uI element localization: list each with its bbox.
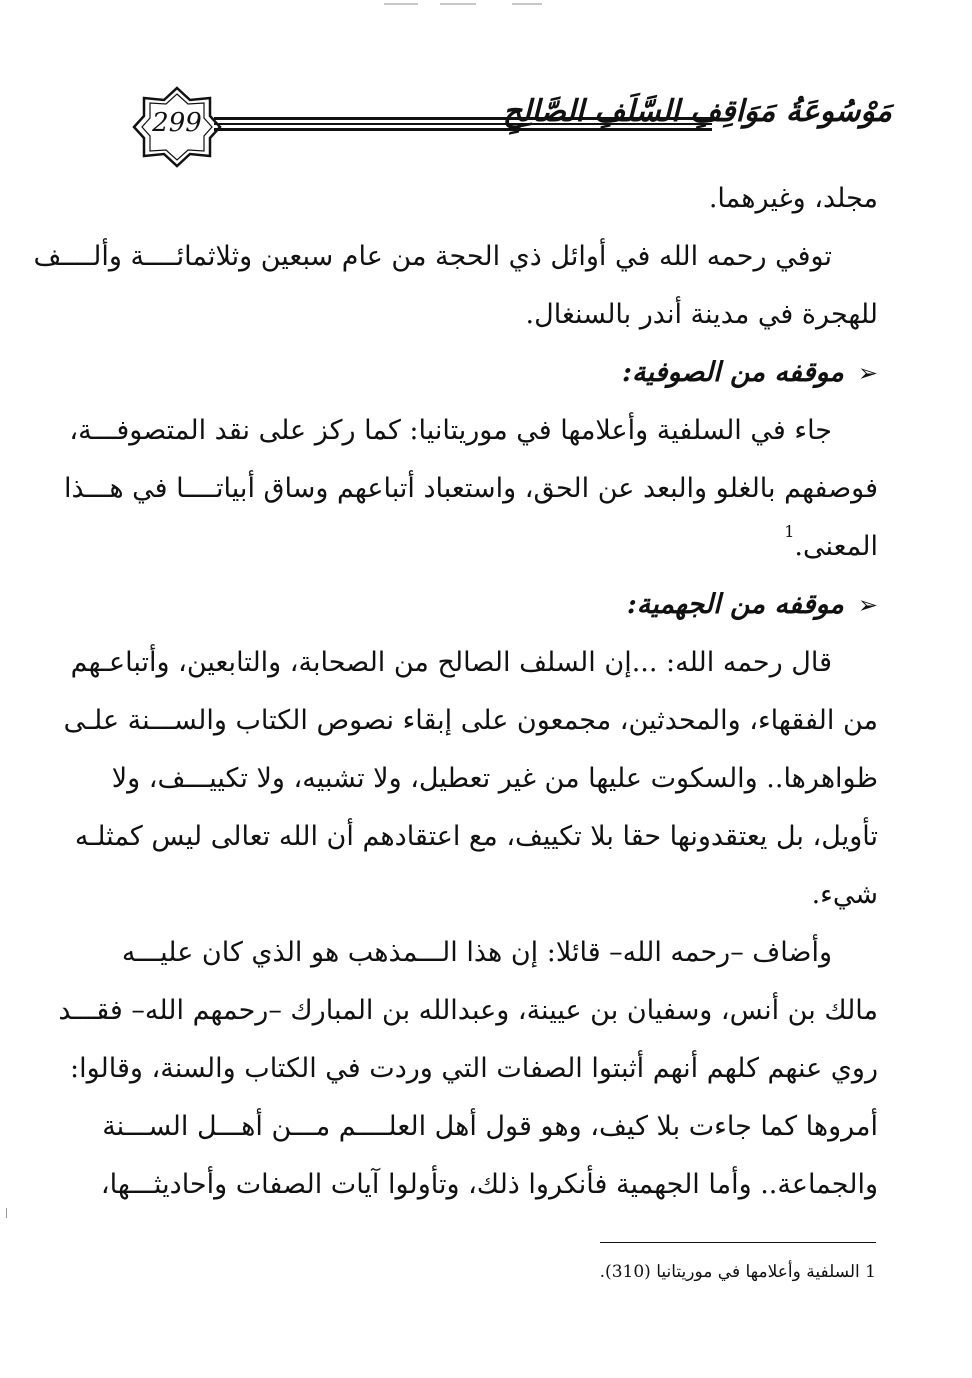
footnote	[600, 1262, 876, 1282]
body-line: أمروها كما جاءت بلا كيف، وهو قول أهل العلــــم مـــن أهـــل الســـنة	[102, 1111, 878, 1142]
footnote-separator	[600, 1242, 876, 1243]
scan-marks	[360, 0, 560, 10]
body-line: مجلد، وغيرهما.	[708, 183, 878, 214]
section-heading-jahmiyya	[134, 576, 878, 634]
body-line: فوصفهم بالغلو والبعد عن الحق، واستعباد أتباعهم وساق أبياتــــا في هـــذا	[63, 473, 878, 504]
page-body	[33, 170, 878, 1214]
scan-mark	[6, 1208, 7, 1218]
body-line: من الفقهاء، والمحدثين، مجمعون على إبقاء نصوص الكتاب والســـنة علـى	[63, 705, 878, 736]
series-title: مَوْسُوعَةُ مَوَاقِفِ السَّلَفِ الصَّالِحِ	[502, 94, 892, 129]
body-line: روي عنهم كلهم أنهم أثبتوا الصفات التي وردت في الكتاب والسنة، وقالوا:	[69, 1053, 878, 1084]
page-number: 299	[152, 108, 202, 138]
arrow-bullet-icon: ➢	[857, 359, 878, 387]
body-line: وأضاف –رحمه الله– قائلا: إن هذا الـــمذهب هو الذي كان عليـــه	[121, 937, 832, 968]
body-line: توفي رحمه الله في أوائل ذي الحجة من عام سبعين وثلاثمائــــة وألــــف	[33, 241, 832, 272]
body-line: شيء.	[811, 879, 878, 910]
body-line: مالك بن أنس، وسفيان بن عيينة، وعبدالله بن المبارك –رحمهم الله– فقـــد	[58, 995, 878, 1026]
body-line: قال رحمه الله: ...إن السلف الصالح من الصحابة، والتابعين، وأتباعـهم	[70, 647, 832, 678]
body-line: المعنى.$^1$	[784, 522, 878, 562]
section-heading-text: موقفه من الجهمية:	[626, 589, 844, 620]
page-header	[132, 86, 892, 168]
section-heading-sufism	[134, 344, 878, 402]
body-line: والجماعة.. وأما الجهمية فأنكروا ذلك، وتأولوا آيات الصفات وأحاديثـــها،	[100, 1169, 878, 1200]
body-line: للهجرة في مدينة أندر بالسنغال.	[525, 299, 878, 330]
footnote-ref[interactable]: 1	[784, 522, 795, 541]
footnote-number: 1	[865, 1262, 876, 1282]
page-number-badge	[132, 86, 222, 168]
footnote-text: السلفية وأعلامها في موريتانيا (310).	[599, 1262, 860, 1282]
arrow-bullet-icon: ➢	[857, 591, 878, 619]
section-heading-text: موقفه من الصوفية:	[622, 357, 844, 388]
body-line: تأويل، بل يعتقدونها حقا بلا تكييف، مع اعتقادهم أن الله تعالى ليس كمثلـه	[74, 821, 878, 852]
body-line: جاء في السلفية وأعلامها في موريتانيا: كما ركز على نقد المتصوفـــة،	[69, 415, 832, 446]
body-line: ظواهرها.. والسكوت عليها من غير تعطيل، ولا تشبيه، ولا تكييـــف، ولا	[111, 763, 878, 794]
